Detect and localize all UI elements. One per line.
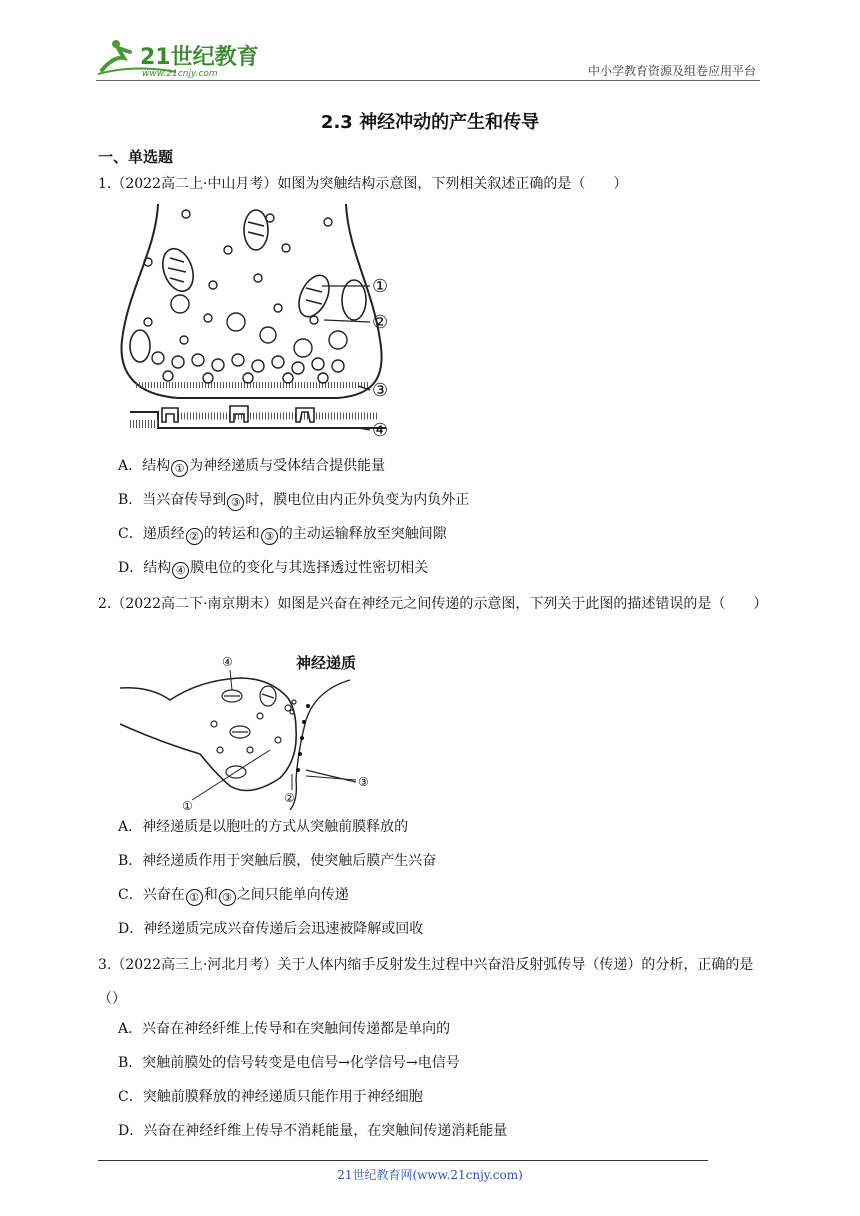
figure1-label-2: ②	[372, 312, 389, 333]
q2-option-d[interactable]: D．神经递质完成兴奋传递后会迅速被降解或回收	[118, 921, 424, 937]
logo-text: 21世纪教育	[140, 45, 259, 70]
figure1-label-4: ④	[372, 420, 389, 441]
figure2-label-3: ③	[358, 775, 369, 789]
question-3-stem: 3.（2022高三上·河北月考）关于人体内缩手反射发生过程中兴奋沿反射弧传导（传递）的分析，正确的是（）	[98, 957, 754, 1007]
header-divider	[96, 80, 760, 81]
q3-option-a[interactable]: A．兴奋在神经纤维上传导和在突触间传递都是单向的	[118, 1021, 451, 1037]
section-heading: 一、单选题	[98, 148, 174, 166]
q2-option-b[interactable]: B．神经递质作用于突触后膜，使突触后膜产生兴奋	[118, 853, 437, 869]
question-2-stem: 2.（2022高二下·南京期末）如图是兴奋在神经元之间传递的示意图，下列关于此图的描述错误的是（ ）	[98, 596, 768, 612]
q3-option-b[interactable]: B．突触前膜处的信号转变是电信号→化学信号→电信号	[118, 1055, 460, 1071]
q2-option-c[interactable]: C．兴奋在 ① 和 ③ 之间只能单向传递	[118, 887, 349, 904]
q1-option-c[interactable]: C．递质经 ② 的转运和 ③ 的主动运输释放至突触间隙	[118, 526, 447, 543]
q3-option-d[interactable]: D．兴奋在神经纤维上传导不消耗能量，在突触间传递消耗能量	[118, 1123, 508, 1139]
figure1-label-3: ③	[372, 380, 389, 401]
figure1-label-1: ①	[372, 276, 389, 297]
figure2-title: 神经递质	[296, 654, 357, 672]
synapse-structure-figure	[118, 200, 408, 445]
figure2-label-1: ①	[182, 799, 193, 810]
logo-url: www.21cnjy.com	[142, 69, 218, 79]
q2-option-a[interactable]: A．神经递质是以胞吐的方式从突触前膜释放的	[118, 819, 409, 835]
q3-option-c[interactable]: C．突触前膜释放的神经递质只能作用于神经细胞	[118, 1089, 423, 1105]
question-1-stem: 1.（2022高二上·中山月考）如图为突触结构示意图，下列相关叙述正确的是（ ）	[98, 176, 628, 192]
q1-option-d[interactable]: D．结构 ④ 膜电位的变化与其选择透过性密切相关	[118, 560, 429, 577]
figure2-label-2: ②	[284, 791, 295, 805]
q1-option-a[interactable]: A．结构 ① 为神经递质与受体结合提供能量	[118, 458, 386, 475]
figure2-label-4: ④	[222, 655, 233, 669]
page-title: 2.3 神经冲动的产生和传导	[320, 112, 540, 133]
platform-name: 中小学教育资源及组卷应用平台	[587, 64, 756, 78]
q1-option-b[interactable]: B．当兴奋传导到 ③ 时，膜电位由内正外负变为内负外正	[118, 492, 470, 509]
site-logo	[96, 36, 266, 80]
footer-divider	[98, 1160, 708, 1161]
neurotransmission-figure	[120, 650, 380, 810]
footer-text: 21世纪教育网(www.21cnjy.com)	[337, 1168, 523, 1182]
